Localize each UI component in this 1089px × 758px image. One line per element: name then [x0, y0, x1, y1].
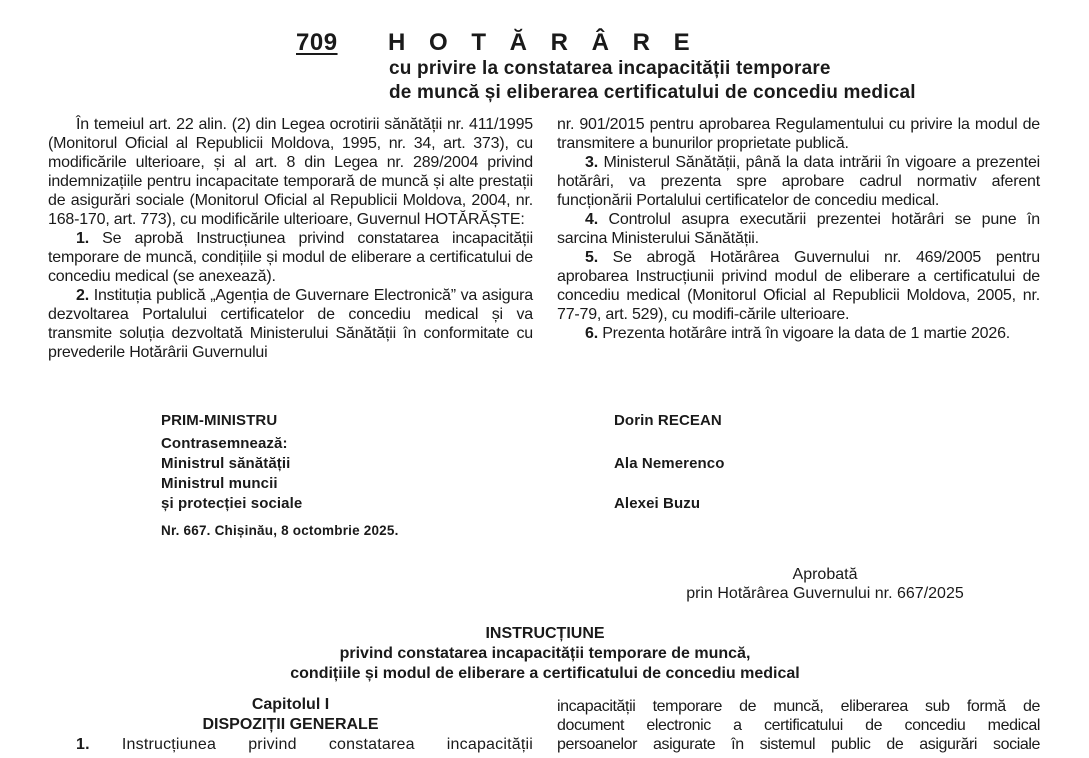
text-line: incapacității temporare de muncă, eliberarea sub formă de: [557, 698, 1040, 715]
text-line: persoanelor asigurate în sistemul public de asigurări sociale: [557, 736, 1040, 753]
labor-minister-name: Alexei Buzu: [614, 495, 701, 512]
spacer: [614, 474, 725, 494]
health-minister-name: Ala Nemerenco: [614, 455, 725, 472]
approval-note: [640, 565, 1010, 603]
prime-minister-title: PRIM-MINISTRU: [161, 412, 278, 429]
chapter-label: Capitolul I: [251, 696, 330, 713]
health-minister-title: Ministrul sănătății: [161, 455, 291, 472]
instruction-title: INSTRUCȚIUNE: [485, 625, 605, 642]
article-5: [557, 248, 1040, 324]
article-number: 3.: [585, 154, 598, 171]
preamble-paragraph: În temeiul art. 22 alin. (2) din Legea ocrotirii sănătății nr. 411/1995 (Monitorul Oficial al Republicii Moldova, 1995, nr. 34, art. 373), cu modificările ulterioare, și al art. 8 din Legea nr. 289/2004 privind indemnizațiile pentru incapacitate temporară de muncă și alte prestații de asigurări sociale (Monitorul Oficial al Republicii Moldova, 2004, nr. 168-170, art. 773), cu modificările ulterioare, Guvernul HOTĂRĂȘTE:: [48, 116, 533, 228]
countersign-label: Contrasemnează:: [161, 435, 288, 452]
article-text: Prezenta hotărâre intră în vigoare la data de 1 martie 2026.: [597, 325, 1011, 342]
article-number: 2.: [76, 287, 89, 304]
article-text: Controlul asupra executării prezentei hotărâri se pune în sarcina Ministerului Sănătății.: [557, 211, 1040, 247]
continuation-paragraph: nr. 901/2015 pentru aprobarea Regulamentului cu privire la modul de transmitere a bunurilor proprietate publică.: [557, 116, 1040, 152]
chapter-title: DISPOZIȚII GENERALE: [202, 716, 379, 733]
article-1: [48, 229, 533, 286]
chapter-heading: [48, 695, 533, 735]
instruction-heading: [200, 624, 890, 684]
chapter-article-1: [48, 735, 533, 754]
labor-minister-title-line-2: și protecției sociale: [161, 495, 303, 512]
article-3: [557, 153, 1040, 210]
signature-names: [614, 411, 725, 514]
document-subtitle: [389, 57, 916, 105]
article-2: [48, 286, 533, 362]
left-column: [48, 115, 533, 362]
article-number: 4.: [585, 211, 598, 228]
article-text: Instrucțiunea privind constatarea incapacității: [89, 736, 533, 753]
article-text: Se abrogă Hotărârea Guvernului nr. 469/2005 pentru aprobarea Instrucțiunii privind modul de eliberare a certificatului de concediu medical (Monitorul Oficial al Republicii Moldova, 2005, nr. 77-79, art. 529), cu modifi-cările ulterioare.: [557, 249, 1040, 323]
subtitle-line-2: de muncă și eliberarea certificatului de concediu medical: [389, 82, 916, 103]
approval-line-2: prin Hotărârea Guvernului nr. 667/2025: [686, 585, 964, 602]
article-number: 5.: [585, 249, 598, 266]
right-column: [557, 115, 1040, 343]
article-text: Ministerul Sănătății, până la data intrării în vigoare a prezentei hotărâri, va prezenta spre aprobare cadrul normativ aferent funcționării Portalului certificatelor de concediu medical.: [557, 154, 1040, 209]
prime-minister-name: Dorin RECEAN: [614, 412, 722, 429]
spacer: [614, 434, 725, 454]
document-type-heading: H O T Ă R Â R E: [388, 29, 699, 56]
article-text: Instituția publică „Agenția de Guvernare Electronică” va asigura dezvoltarea Portalului certificatelor de concediu medical și va transmite soluția dezvoltată Ministerului Sănătății în conformitate cu prevederile Hotărârii Guvernului: [48, 287, 533, 361]
subtitle-line-1: cu privire la constatarea incapacității temporare: [389, 58, 831, 79]
instruction-subtitle-line-1: privind constatarea incapacității temporare de muncă,: [339, 645, 751, 662]
signature-titles: [161, 411, 302, 514]
chapter-right-column: [557, 697, 1040, 754]
text-line: document electronic a certificatului de concediu medical: [557, 717, 1040, 734]
article-number: 6.: [585, 325, 598, 342]
article-number: 1.: [76, 230, 89, 247]
article-number: 1.: [76, 736, 90, 753]
article-4: [557, 210, 1040, 248]
article-text: Se aprobă Instrucțiunea privind constatarea incapacității temporare de muncă, condițiile și modul de eliberare a certificatului de concediu medical (se anexează).: [48, 230, 533, 285]
decision-number-date: Nr. 667. Chișinău, 8 octombrie 2025.: [161, 523, 399, 538]
labor-minister-title-line-1: Ministrul muncii: [161, 475, 278, 492]
approval-line-1: Aprobată: [792, 566, 858, 583]
decision-number: 709: [296, 29, 338, 56]
instruction-subtitle-line-2: condițiile și modul de eliberare a certificatului de concediu medical: [290, 665, 800, 682]
article-6: [557, 324, 1040, 343]
